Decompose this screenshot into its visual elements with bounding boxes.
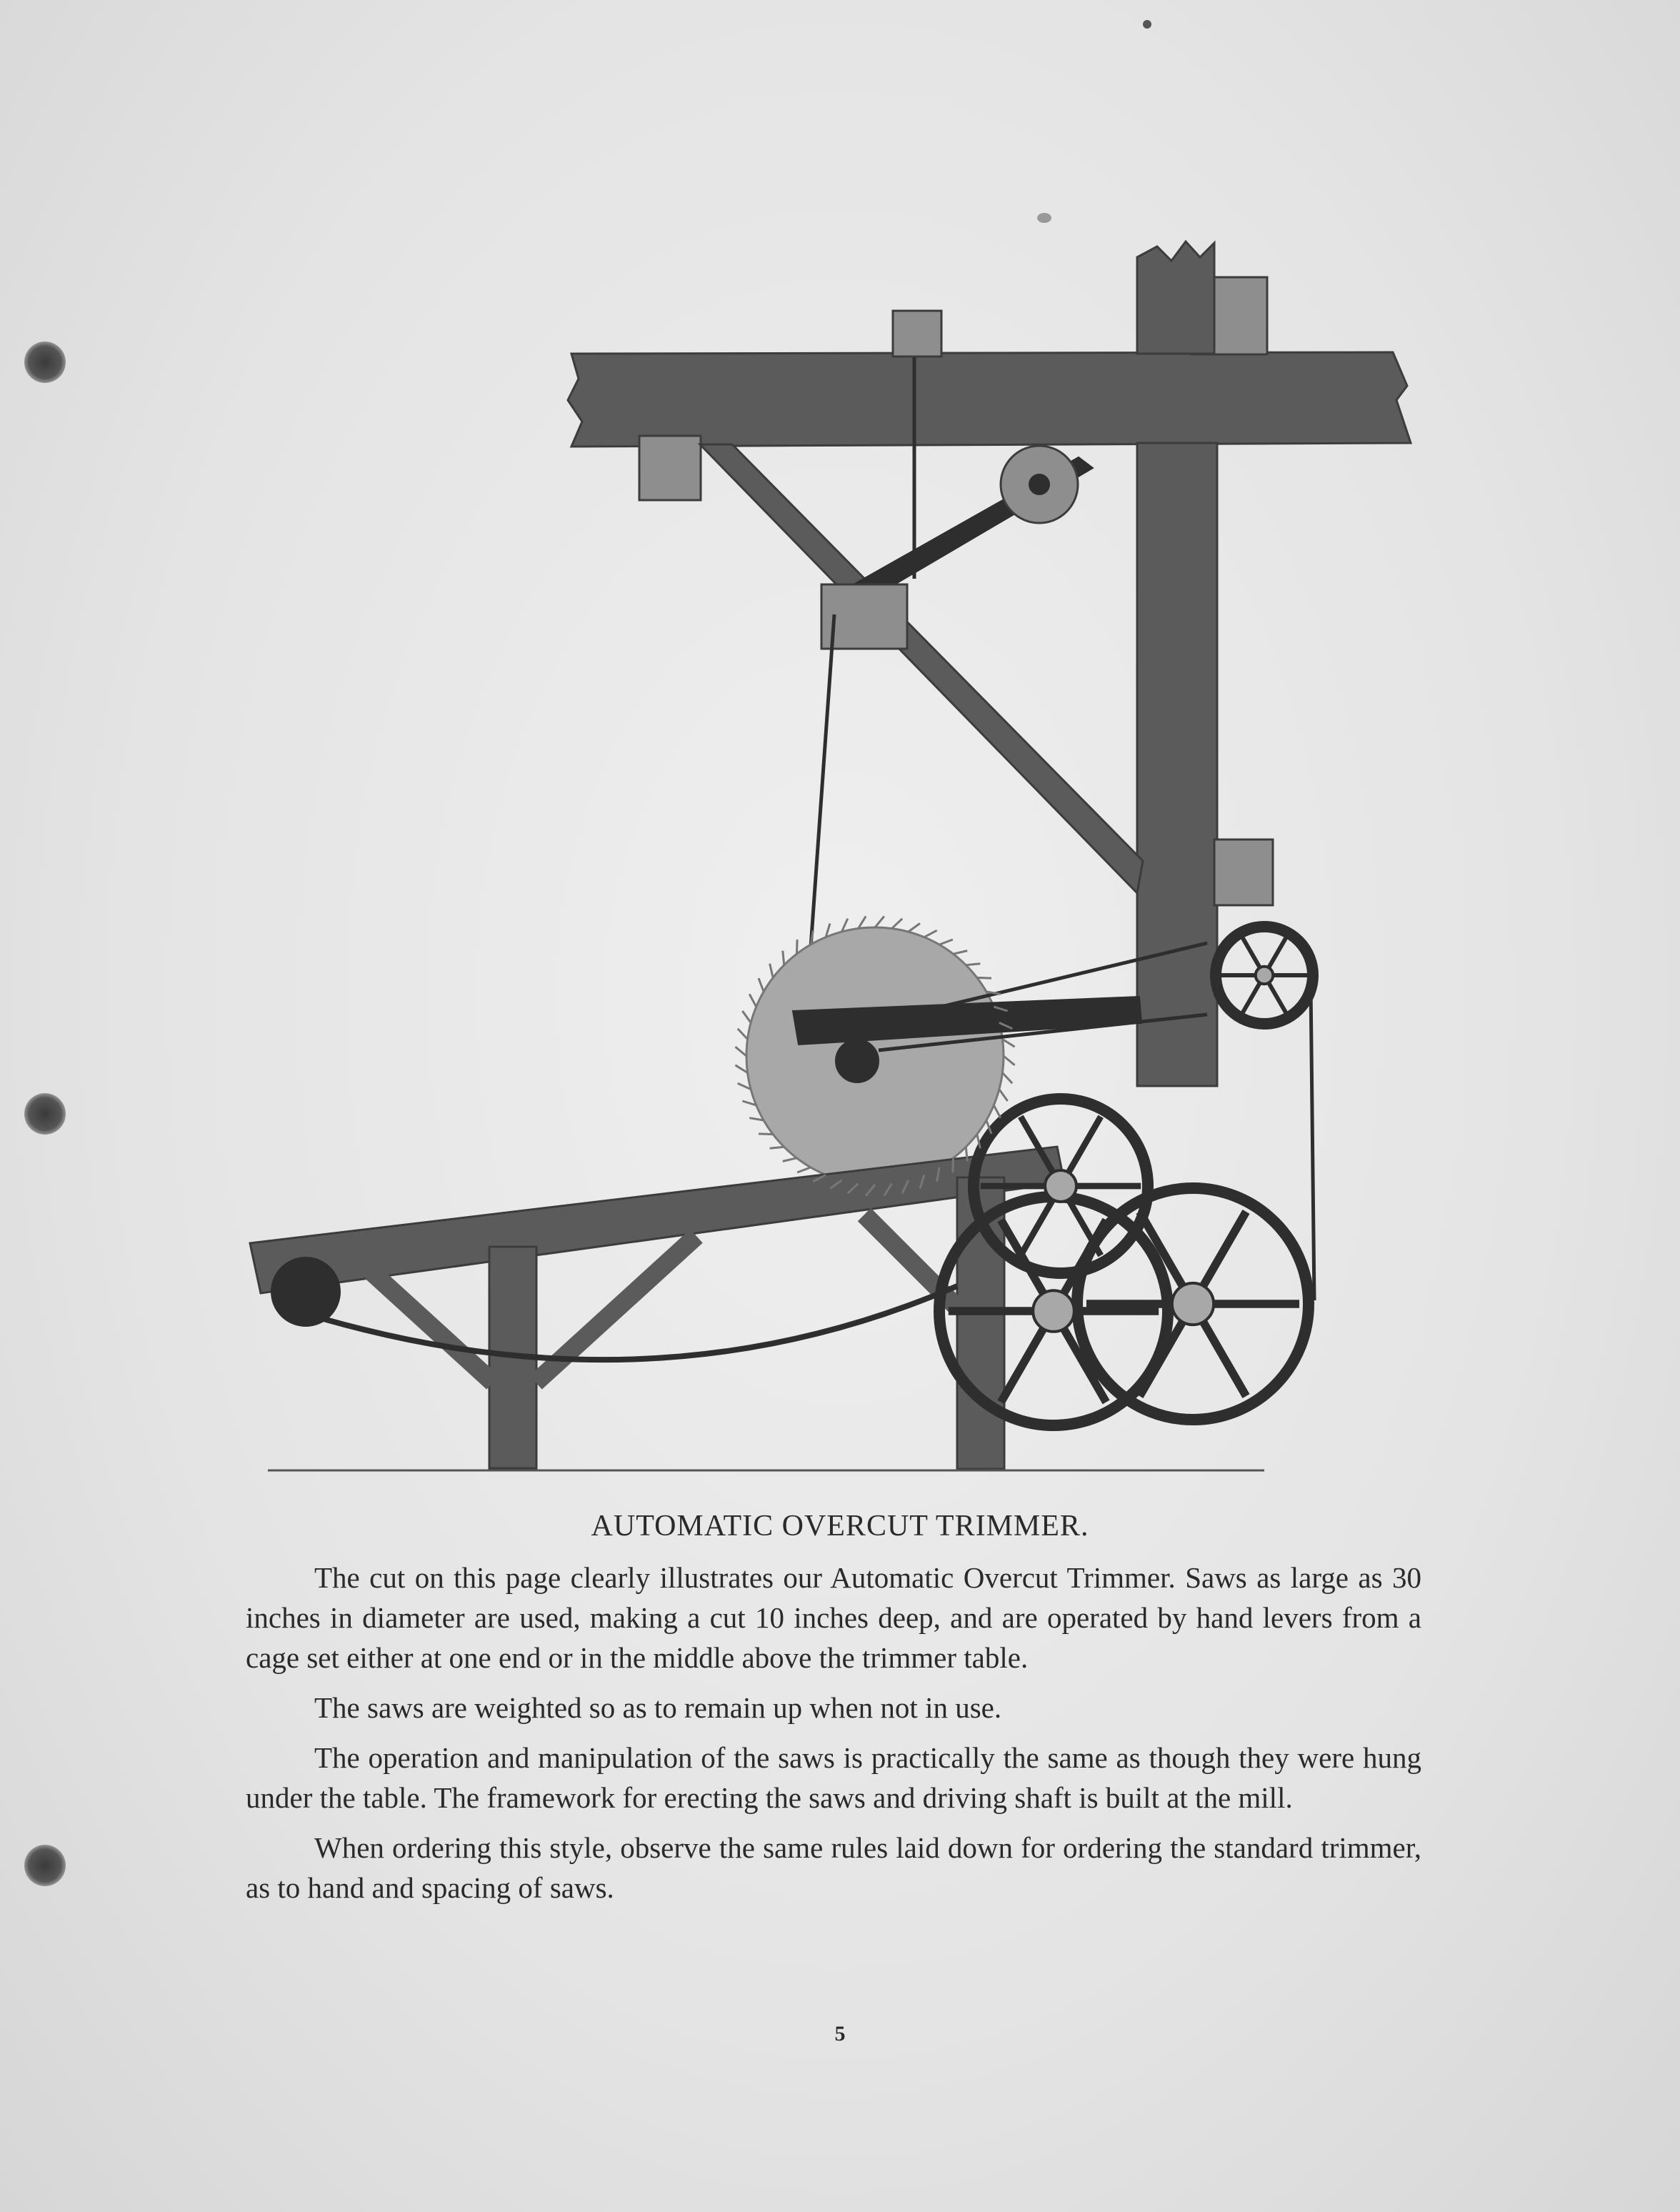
saw-hub [836, 1040, 879, 1082]
punch-hole-middle [24, 1093, 66, 1135]
caption-title: AUTOMATIC OVERCUT TRIMMER. [591, 1510, 1089, 1543]
wheel-hub [1172, 1283, 1214, 1325]
beam-bracket-left [639, 436, 701, 500]
wheel-hub [1256, 967, 1273, 984]
chain-sprocket [271, 1257, 340, 1326]
belt-right [1311, 986, 1314, 1300]
top-beam [568, 352, 1411, 447]
wheel-hub [1045, 1170, 1076, 1202]
paragraph: The operation and manipulation of the saws is practically the same as though they were hung under the table. The framework for erecting the saws and driving shaft is built at the mill. [246, 1741, 1421, 1814]
post-side-bracket [1214, 840, 1273, 905]
upper-pulley-hub [1029, 474, 1049, 494]
description-text [246, 1558, 1421, 1918]
ink-speck [1037, 213, 1051, 223]
post-top-jagged [1137, 241, 1214, 354]
page-number: 5 [834, 2022, 846, 2046]
top-bracket [893, 311, 941, 357]
paragraph: The cut on this page clearly illustrates our Automatic Overcut Trimmer. Saws as large as 30 inches in diameter are used, making a cut 10 inches deep, and are operated by hand levers from a cage set either at one end or in the middle above the trimmer table. [246, 1561, 1421, 1674]
table-brace-left [371, 1272, 493, 1382]
trimmer-illustration [243, 229, 1429, 1486]
ink-speck [1143, 20, 1151, 29]
main-post [1137, 443, 1217, 1086]
wheel-hub [1033, 1290, 1074, 1332]
punch-hole-top [24, 342, 66, 383]
paragraph: When ordering this style, observe the same rules laid down for ordering the standard trimmer, as to hand and spacing of saws. [246, 1831, 1421, 1904]
diagonal-brace [700, 444, 1143, 893]
punch-hole-bottom [24, 1845, 66, 1886]
paragraph: The saws are weighted so as to remain up when not in use. [314, 1691, 1002, 1724]
